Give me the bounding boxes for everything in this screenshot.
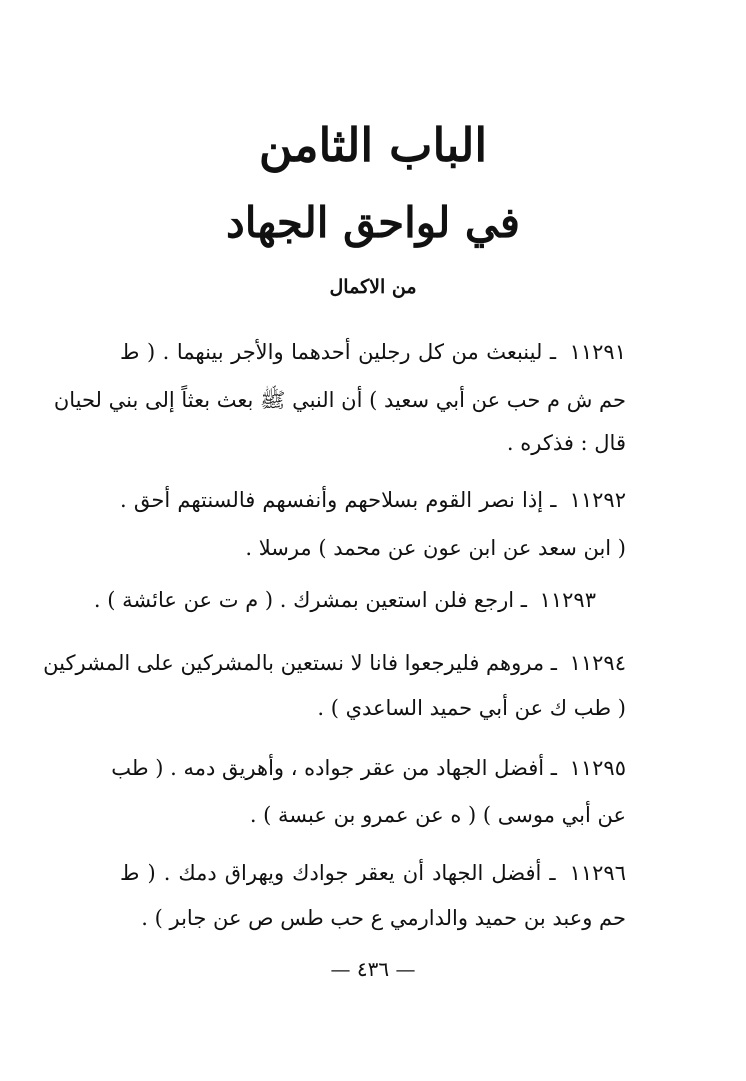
entry-text: أفضل الجهاد أن يعقر جوادك ويهراق دمك . ( ط xyxy=(120,861,542,885)
entry-number: ١١٢٩١ xyxy=(569,340,626,364)
entry-text: إذا نصر القوم بسلاحهم وأنفسهم فالسنتهم أحق . xyxy=(120,488,544,512)
entry-line: ١١٢٩١ ـ لينبعث من كل رجلين أحدهما والأجر بينهما . ( ط xyxy=(120,340,626,364)
entry-line: حم وعبد بن حميد والدارمي ع حب طس ص عن جابر ) . xyxy=(141,906,626,930)
entry-line: حم ش م حب عن أبي سعيد ) أن النبي ﷺ بعث بعثاً إلى بني لحيان xyxy=(53,388,626,412)
entry-line: عن أبي موسى ) ( ه عن عمرو بن عبسة ) . xyxy=(249,803,626,827)
entry-text: مروهم فليرجعوا فانا لا نستعين بالمشركين على المشركين xyxy=(43,651,545,675)
entry-text: ارجع فلن استعين بمشرك . ( م ت عن عائشة ) . xyxy=(93,588,515,612)
entry-number: ١١٢٩٦ xyxy=(569,861,626,885)
chapter-title: الباب الثامن xyxy=(258,118,488,172)
entry-number: ١١٢٩٥ xyxy=(569,756,626,780)
entry-text: أفضل الجهاد من عقر جواده ، وأهريق دمه . ( طب xyxy=(111,756,545,780)
entry-line: ( ابن سعد عن ابن عون عن محمد ) مرسلا . xyxy=(245,536,626,560)
entry-number: ١١٢٩٢ xyxy=(569,488,626,512)
entry-number: ١١٢٩٤ xyxy=(569,651,626,675)
entry-line: ١١٢٩٣ ـ ارجع فلن استعين بمشرك . ( م ت عن عائشة ) . xyxy=(93,588,596,612)
entry-line: ١١٢٩٤ ـ مروهم فليرجعوا فانا لا نستعين بالمشركين على المشركين xyxy=(43,651,626,675)
entry-line: ١١٢٩٦ ـ أفضل الجهاد أن يعقر جوادك ويهراق دمك . ( ط xyxy=(120,861,626,885)
entry-line: ١١٢٩٥ ـ أفضل الجهاد من عقر جواده ، وأهريق دمه . ( طب xyxy=(111,756,626,780)
page-number: — ٤٣٦ — xyxy=(330,957,416,981)
entry-number: ١١٢٩٣ xyxy=(539,588,596,612)
entry-line: ١١٢٩٢ ـ إذا نصر القوم بسلاحهم وأنفسهم فالسنتهم أحق . xyxy=(120,488,626,512)
section-source: من الاكمال xyxy=(329,276,417,298)
entry-line: ( طب ك عن أبي حميد الساعدي ) . xyxy=(317,696,626,720)
entry-line: قال : فذكره . xyxy=(506,431,626,455)
entry-text: لينبعث من كل رجلين أحدهما والأجر بينهما . ( ط xyxy=(120,340,543,364)
chapter-subject: في لواحق الجهاد xyxy=(226,198,520,247)
